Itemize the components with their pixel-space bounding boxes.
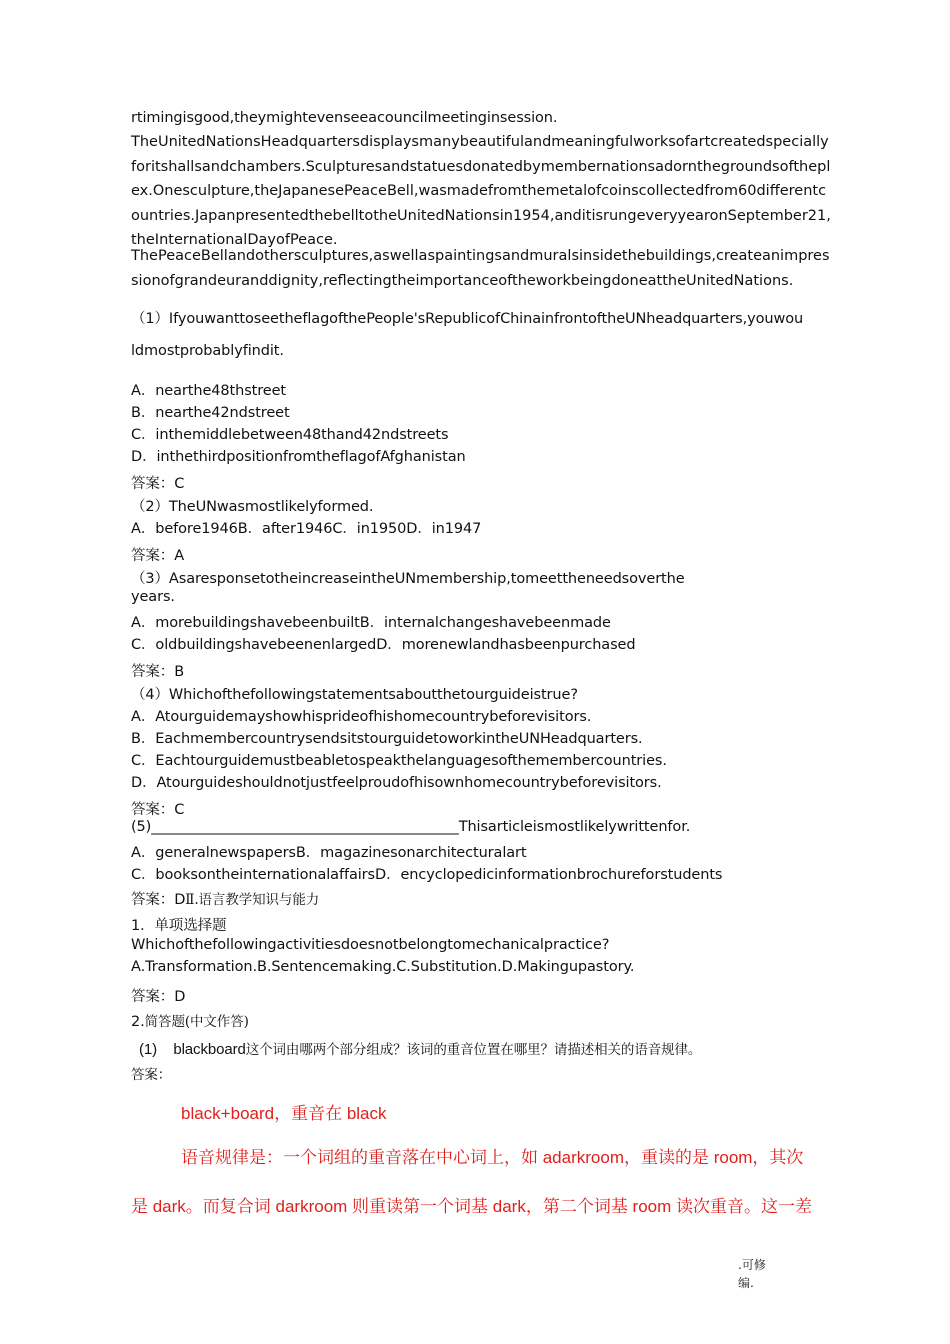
item-2-label: 简答题(中文作答) [144, 1014, 249, 1030]
question-1-option-c: C．inthemiddlebetween48thand42ndstreets [131, 427, 449, 443]
answer-text: 语音规律是：一个词组的重音落在中心词上，如 adarkroom，重读的是 room，其次 [181, 1148, 804, 1167]
item-1-options: A.Transformation.B.Sentencemaking.C.Substitution.D.Makingupastory. [131, 959, 635, 975]
question-1-stem-cont: ldmostprobablyfindit. [131, 343, 284, 359]
question-4-option-b: B．EachmembercountrysendsitstourguidetoworkintheUNHeadquarters. [131, 731, 643, 747]
footer-note [738, 1256, 766, 1292]
section-heading: Ⅱ.语言教学知识与能力 [185, 892, 320, 908]
question-4-answer: 答案：C [131, 802, 185, 818]
item-2-title [131, 1010, 249, 1030]
question-3-options-ab: A．morebuildingshavebeenbuiltB．internalchangeshavebeenmade [131, 615, 611, 631]
question-1-option-d: D．inthethirdpositionfromtheflagofAfghanistan [131, 449, 466, 465]
item-2-question [139, 1038, 701, 1058]
item-2-question-number: (1) [139, 1041, 158, 1058]
question-1-option-b: B．nearthe42ndstreet [131, 405, 290, 421]
question-3-options-cd: C．oldbuildingshavebeenenlargedD．morenewlandhasbeenpurchased [131, 637, 636, 653]
question-3-stem-cont: years. [131, 589, 175, 605]
question-2-options: A．before1946B．after1946C．in1950D．in1947 [131, 521, 482, 537]
item-1-answer: 答案：D [131, 989, 186, 1005]
passage-paragraph: ThePeaceBellandothersculptures,aswellaspaintingsandmuralsinsidethebuildings,createanimpressionofgrandeuranddignity,reflectingtheimportanceoftheworkbeingdoneattheUnitedNations. [131, 248, 830, 289]
question-5-answer: 答案：D [131, 892, 186, 908]
question-5-answer-line [131, 888, 319, 909]
question-2-answer: 答案：A [131, 548, 185, 564]
item-2-question-text: 这个词由哪两个部分组成？该词的重音位置在哪里？请描述相关的语音规律。 [245, 1042, 702, 1058]
passage-line: rtimingisgood,theymightevenseeacouncilmeetinginsession. [131, 110, 558, 126]
question-5-options-ab: A．generalnewspapersB．magazinesonarchitecturalart [131, 845, 527, 861]
answer-text: 是 dark。而复合词 darkroom 则重读第一个词基 dark，第二个词基 room 读次重音。这一差 [131, 1197, 813, 1216]
question-1-answer: 答案：C [131, 476, 185, 492]
question-1-option-a: A．nearthe48thstreet [131, 383, 287, 399]
item-1-title: 1．单项选择题 [131, 918, 227, 934]
footer-line: 编. [738, 1276, 754, 1290]
item-2-question-word: blackboard [173, 1041, 246, 1058]
question-4-option-a: A．Atourguidemayshowhisprideofhishomecountrybeforevisitors. [131, 709, 592, 725]
question-1-stem: （1）IfyouwanttoseetheflagofthePeople'sRepublicofChinainfrontoftheUNheadquarters,youwou [131, 311, 804, 327]
question-4-option-d: D．Atourguideshouldnotjustfeelproudofhisownhomecountrybeforevisitors. [131, 775, 662, 791]
answer-text: black+board，重音在 black [181, 1104, 387, 1123]
question-4-option-c: C．Eachtourguidemustbeabletospeakthelanguagesofthemembercountries. [131, 753, 667, 769]
question-3-stem: （3）AsaresponsetotheincreaseintheUNmembership,tomeettheneedsoverthe [131, 571, 685, 587]
question-4-stem: （4）Whichofthefollowingstatementsaboutthetourguideistrue? [131, 687, 578, 703]
item-2-number: 2. [131, 1014, 145, 1030]
question-5-options-cd: C．booksontheinternationalaffairsD．encyclopedicinformationbrochureforstudents [131, 867, 723, 883]
question-5-stem: (5)___________________________________________Thisarticleismostlikelywrittenfor. [131, 819, 691, 835]
passage-paragraph: TheUnitedNationsHeadquartersdisplaysmanybeautifulandmeaningfulworksofartcreatedspeciallyforitshallsandchambers.Sculpturesandstatuesdonatedbymembernationsadornthegroundsoftheplex.Onesculpture,theJapanesePeaceBell,wasmadefromthemetalofcoinscollectedfrom60differentcountries.JapanpresentedthebelltotheUnitedNationsin1954,anditisrungeveryyearonSeptember21,theInternationalDayofPeace. [131, 134, 831, 248]
item-2-answer-label: 答案： [131, 1067, 172, 1083]
item-1-question: Whichofthefollowingactivitiesdoesnotbelongtomechanicalpractice? [131, 937, 610, 953]
question-2-stem: （2）TheUNwasmostlikelyformed. [131, 499, 374, 515]
question-3-answer: 答案：B [131, 664, 185, 680]
footer-line: .可修 [738, 1258, 766, 1272]
